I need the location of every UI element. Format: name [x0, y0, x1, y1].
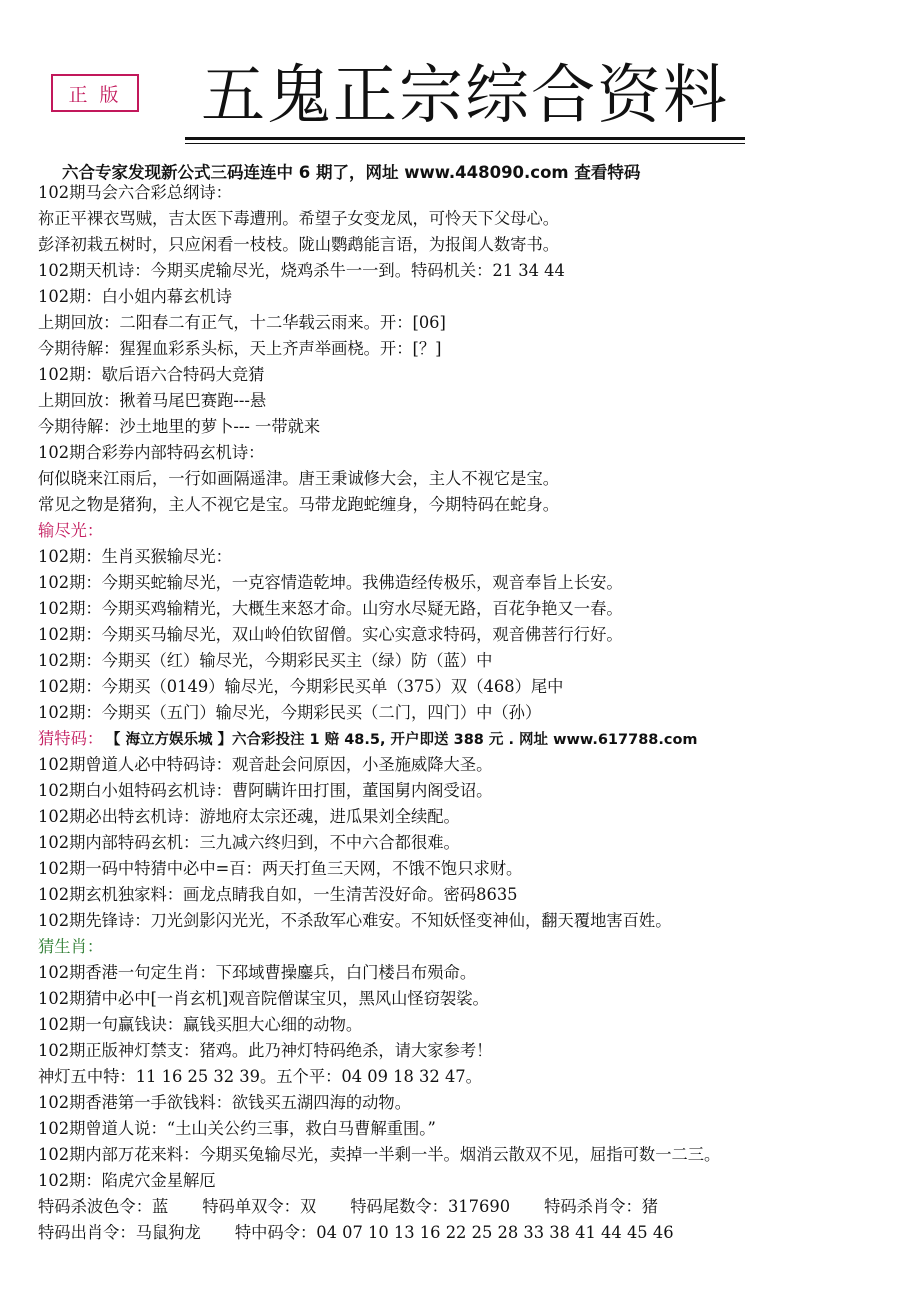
page-title: 五鬼正宗综合资料	[201, 59, 729, 133]
text-line: 102期：生肖买猴输尽光：	[38, 547, 232, 566]
text-line: 102期：歇后语六合特码大竞猜	[38, 365, 265, 384]
text-line: 102期天机诗：今期买虎输尽光，烧鸡杀牛一一到。特码机关：21 34 44	[38, 261, 565, 280]
text-line: 上期回放：二阳春二有正气，十二华载云雨来。开：[06]	[38, 313, 446, 332]
footer-orders	[38, 1194, 888, 1246]
ad-banner-text: 【 海立方娱乐城 】六合彩投注 1 赔 48.5, 开户即送 388 元 . 网址 www.617788.com	[113, 732, 698, 748]
footer-odd-even: 特码单双令：双	[202, 1197, 317, 1216]
text-line: 102期香港第一手欲钱料：欲钱买五湖四海的动物。	[38, 1093, 411, 1112]
edition-badge: 正 版	[51, 74, 139, 112]
text-line: 何似晓来江雨后，一行如画隔遥津。唐王秉诚修大会，主人不视它是宝。	[38, 469, 560, 488]
section-heading-row	[38, 726, 888, 752]
text-line: 102期正版神灯禁支：猪鸡。此乃神灯特码绝杀，请大家参考！	[38, 1041, 493, 1060]
footer-row-1	[38, 1194, 888, 1220]
footer-kill-zodiac: 特码杀肖令：猪	[544, 1197, 659, 1216]
section-heading-guess-code: 猜特码：	[38, 729, 104, 748]
footer-zodiac-out: 特码出肖令：马鼠狗龙	[38, 1223, 201, 1242]
text-line: 102期马会六合彩总纲诗：	[38, 183, 232, 202]
text-line: 102期：今期买蛇输尽光，一克容情造乾坤。我佛造经传极乐，观音奉旨上长安。	[38, 573, 623, 592]
footer-hit-codes: 特中码令：04 07 10 13 16 22 25 28 33 38 41 44 45 46	[234, 1223, 674, 1242]
footer-kill-color: 特码杀波色令：蓝	[38, 1197, 169, 1216]
text-line: 102期玄机独家料：画龙点睛我自如，一生清苦没好命。密码8635	[38, 885, 518, 904]
section-heading-guess-zodiac: 猜生肖：	[38, 937, 104, 956]
text-line: 102期：今期买（红）输尽光，今期彩民买主（绿）防（蓝）中	[38, 651, 493, 670]
text-line: 上期回放：揪着马尾巴赛跑---悬	[38, 391, 267, 410]
text-line: 102期：今期买鸡输精光，大概生来怒才命。山穷水尽疑无路，百花争艳又一春。	[38, 599, 623, 618]
text-line: 102期曾道人说：“土山关公约三事，救白马曹解重围。”	[38, 1119, 436, 1138]
text-line: 常见之物是猪狗，主人不视它是宝。马带龙跑蛇缠身，今期特码在蛇身。	[38, 495, 560, 514]
text-line: 102期：白小姐内幕玄机诗	[38, 287, 232, 306]
text-line: 102期：陷虎穴金星解厄	[38, 1171, 216, 1190]
text-line: 102期必出特玄机诗：游地府太宗还魂，进瓜果刘全续配。	[38, 807, 460, 826]
text-line: 102期合彩券内部特码玄机诗：	[38, 443, 265, 462]
section-heading-lose: 输尽光：	[38, 521, 104, 540]
text-line: 102期：今期买（0149）输尽光，今期彩民买单（375）双（468）尾中	[38, 677, 564, 696]
text-line: 彭泽初栽五树时，只应闲看一枝枝。陇山鹦鹉能言语，为报闺人数寄书。	[38, 235, 560, 254]
text-line: 102期：今期买马输尽光，双山岭伯钦留僧。实心实意求特码，观音佛菩行行好。	[38, 625, 623, 644]
general-poems-block	[38, 180, 888, 518]
text-line: 102期曾道人必中特码诗：观音赴会问原因，小圣施威降大圣。	[38, 755, 493, 774]
text-line: 102期香港一句定生肖：下邳域曹操鏖兵，白门楼吕布殒命。	[38, 963, 477, 982]
guess-code-section	[38, 726, 888, 934]
lose-all-section	[38, 518, 888, 726]
text-line: 今期待解：沙土地里的萝卜--- 一带就来	[38, 417, 321, 436]
text-line: 神灯五中特：11 16 25 32 39。五个平：04 09 18 32 47。	[38, 1067, 482, 1086]
text-line: 102期内部特码玄机：三九减六终归到，不中六合都很难。	[38, 833, 460, 852]
text-line: 102期内部万花来料：今期买兔输尽光，卖掉一半剩一半。烟消云散双不见，屈指可数一二三。	[38, 1145, 721, 1164]
text-line: 祢正平裸衣骂贼，吉太医下毒遭刑。希望子女变龙凤，可怜天下父母心。	[38, 209, 560, 228]
text-line: 102期一码中特猜中必中=百：两天打鱼三天网，不饿不饱只求财。	[38, 859, 523, 878]
text-line: 102期猜中必中[一肖玄机]观音院僧谋宝贝，黑风山怪窃袈裟。	[38, 989, 489, 1008]
guess-zodiac-section	[38, 934, 888, 1194]
text-line: 102期：今期买（五门）输尽光，今期彩民买（二门，四门）中（孙）	[38, 703, 542, 722]
text-line: 102期白小姐特码玄机诗：曹阿瞒许田打围，董国舅内阁受诏。	[38, 781, 493, 800]
title-underline-thick	[185, 137, 745, 140]
footer-tail-number: 特码尾数令：317690	[350, 1197, 511, 1216]
text-line: 102期一句赢钱诀：赢钱买胆大心细的动物。	[38, 1015, 363, 1034]
promo-subtitle: 六合专家发现新公式三码连连中 6 期了，网址 www.448090.com 查看特码	[62, 163, 641, 182]
footer-row-2	[38, 1220, 888, 1246]
text-line: 今期待解：猩猩血彩系头标，天上齐声举画桡。开：[？]	[38, 339, 442, 358]
title-underline-thin	[185, 143, 745, 144]
main-content	[38, 180, 888, 1246]
text-line: 102期先锋诗：刀光剑影闪光光，不杀敌军心难安。不知妖怪变神仙，翻天覆地害百姓。	[38, 911, 672, 930]
